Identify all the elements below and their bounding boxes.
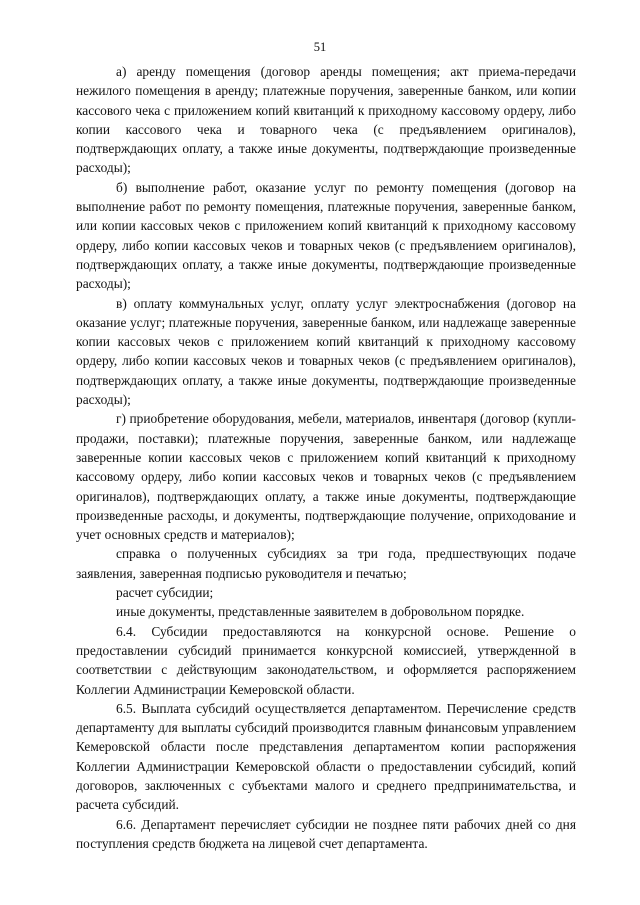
document-body <box>76 62 576 853</box>
paragraph-rent: а) аренду помещения (договор аренды помещения; акт приема-передачи нежилого помещения в аренду; платежные поручения, заверенные банком, или копии кассового чека с приложением копий квитанций к приходному кассовому ордеру, либо копии кассового чека и товарного чека (с предъявлением оригиналов), подтверждающих оплату, а также иные документы, подтверждающие произведенные расходы); <box>76 64 576 176</box>
paragraph-utilities: в) оплату коммунальных услуг, оплату услуг электроснабжения (договор на оказание услуг; платежные поручения, заверенные банком, или надлежаще заверенные копии кассовых чеков с приложением копий квитанций к приходному кассовому ордеру, либо копии кассовых чеков и товарных чеков (с предъявлением оригиналов), подтверждающих оплату, а также иные документы, подтверждающие произведенные расходы); <box>76 295 576 408</box>
page-number: 51 <box>313 40 327 54</box>
paragraph-equipment: г) приобретение оборудования, мебели, материалов, инвентаря (договор (купли-продажи, поставки); платежные поручения, заверенные банком, или надлежаще заверенные копии кассовых чеков с приложением копий квитанций к приходному кассовому ордеру, либо копии кассовых чеков и товарных чеков (с предъявлением оригиналов), подтверждающих оплату, а также иные документы, подтверждающие произведенные расходы, и документы, подтверждающие получение, оприходование и учет основных средств и материалов); <box>76 411 576 543</box>
paragraph-6-5: 6.5. Выплата субсидий осуществляется департаментом. Перечисление средств департаменту для выплаты субсидий производится главным финансовым управлением Кемеровской области после представления департаментом копии распоряжения Коллегии Администрации Кемеровской области о предоставлении субсидий, копий договоров, заключенных с субъектами малого и среднего предпринимательства, и расчета субсидий. <box>76 700 576 813</box>
paragraph-6-4: 6.4. Субсидии предоставляются на конкурсной основе. Решение о предоставлении субсидий принимается конкурсной комиссией, утвержденной в соответствии с действующим законодательством, и оформляется распоряжением Коллегии Администрации Кемеровской области. <box>76 623 576 697</box>
paragraph-6-6: 6.6. Департамент перечисляет субсидии не позднее пяти рабочих дней со дня поступления средств бюджета на лицевой счет департамента. <box>76 816 576 851</box>
paragraph-subsidy-certificate: справка о полученных субсидиях за три года, предшествующих подаче заявления, заверенная подписью руководителя и печатью; <box>76 546 576 581</box>
paragraph-repair: б) выполнение работ, оказание услуг по ремонту помещения (договор на выполнение работ по ремонту помещения, платежные поручения, заверенные банком, или копии кассовых чеков с приложением копий квитанций к приходному кассовому ордеру, либо копии кассовых чеков и товарных чеков (с предъявлением оригиналов), подтверждающих оплату, а также иные документы, подтверждающие произведенные расходы); <box>76 179 576 292</box>
paragraph-other-documents: иные документы, представленные заявителем в добровольном порядке. <box>116 604 525 620</box>
paragraph-subsidy-calculation: расчет субсидии; <box>116 585 214 601</box>
